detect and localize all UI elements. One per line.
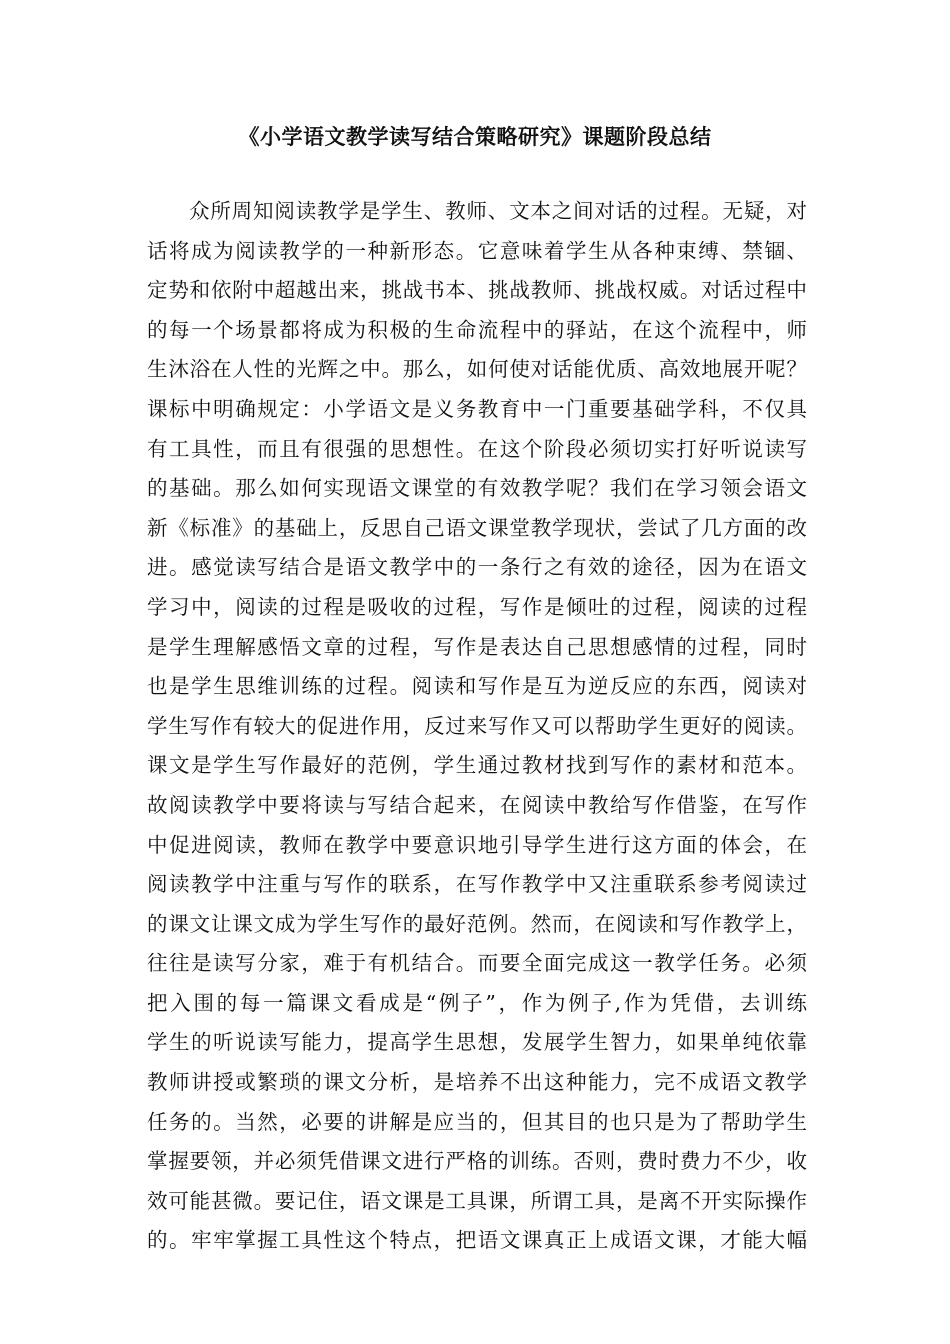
paragraph-line: 课文是学生写作最好的范例，学生通过教材找到写作的素材和范本。 <box>147 753 807 778</box>
paragraph-line: 话将成为阅读教学的一种新形态。它意味着学生从各种束缚、禁锢、 <box>147 238 807 263</box>
paragraph-line: 的基础。那么如何实现语文课堂的有效教学呢？我们在学习领会语文 <box>147 476 807 501</box>
paragraph-line: 教师讲授或繁琐的课文分析，是培养不出这种能力，完不成语文教学 <box>147 1070 807 1095</box>
paragraph-line: 也是学生思维训练的过程。阅读和写作是互为逆反应的东西，阅读对 <box>147 674 807 699</box>
paragraph-line: 是学生理解感悟文章的过程，写作是表达自己思想感情的过程，同时 <box>147 634 807 659</box>
document-title: 《小学语文教学读写结合策略研究》课题阶段总结 <box>238 124 712 149</box>
paragraph-line: 课标中明确规定：小学语文是义务教育中一门重要基础学科，不仅具 <box>147 396 807 421</box>
body-paragraph <box>147 192 807 1261</box>
paragraph-line: 的每一个场景都将成为积极的生命流程中的驿站，在这个流程中，师 <box>147 317 807 342</box>
paragraph-line: 生沐浴在人性的光辉之中。那么，如何使对话能优质、高效地展开呢？ <box>147 357 807 382</box>
paragraph-line: 学生的听说读写能力，提高学生思想，发展学生智力，如果单纯依靠 <box>147 1030 807 1055</box>
paragraph-line: 效可能甚微。要记住，语文课是工具课，所谓工具，是离不开实际操作 <box>147 1188 807 1213</box>
paragraph-line: 把入围的每一篇课文看成是“例子”，作为例子,作为凭借，去训练 <box>147 990 807 1015</box>
paragraph-line: 进。感觉读写结合是语文教学中的一条行之有效的途径，因为在语文 <box>147 555 807 580</box>
paragraph-line: 学习中，阅读的过程是吸收的过程，写作是倾吐的过程，阅读的过程 <box>147 594 807 619</box>
paragraph-line: 往往是读写分家，难于有机结合。而要全面完成这一教学任务。必须 <box>147 951 807 976</box>
paragraph-line: 众所周知阅读教学是学生、教师、文本之间对话的过程。无疑，对 <box>189 199 807 223</box>
paragraph-line: 掌握要领，并必须凭借课文进行严格的训练。否则，费时费力不少，收 <box>147 1149 807 1174</box>
paragraph-line: 任务的。当然，必要的讲解是应当的，但其目的也只是为了帮助学生 <box>147 1109 807 1134</box>
paragraph-line: 有工具性，而且有很强的思想性。在这个阶段必须切实打好听说读写 <box>147 436 807 461</box>
paragraph-line: 故阅读教学中要将读与写结合起来，在阅读中教给写作借鉴，在写作 <box>147 792 807 817</box>
paragraph-line: 新《标准》的基础上，反思自己语文课堂教学现状，尝试了几方面的改 <box>147 515 807 540</box>
paragraph-line: 阅读教学中注重与写作的联系，在写作教学中又注重联系参考阅读过 <box>147 872 807 897</box>
paragraph-line: 定势和依附中超越出来，挑战书本、挑战教师、挑战权威。对话过程中 <box>147 278 807 303</box>
paragraph-line: 学生写作有较大的促进作用，反过来写作又可以帮助学生更好的阅读。 <box>147 713 807 738</box>
paragraph-line: 的。牢牢掌握工具性这个特点，把语文课真正上成语文课，才能大幅 <box>147 1228 807 1253</box>
paragraph-line: 中促进阅读，教师在教学中要意识地引导学生进行这方面的体会，在 <box>147 832 807 857</box>
paragraph-line: 的课文让课文成为学生写作的最好范例。然而，在阅读和写作教学上， <box>147 911 807 936</box>
